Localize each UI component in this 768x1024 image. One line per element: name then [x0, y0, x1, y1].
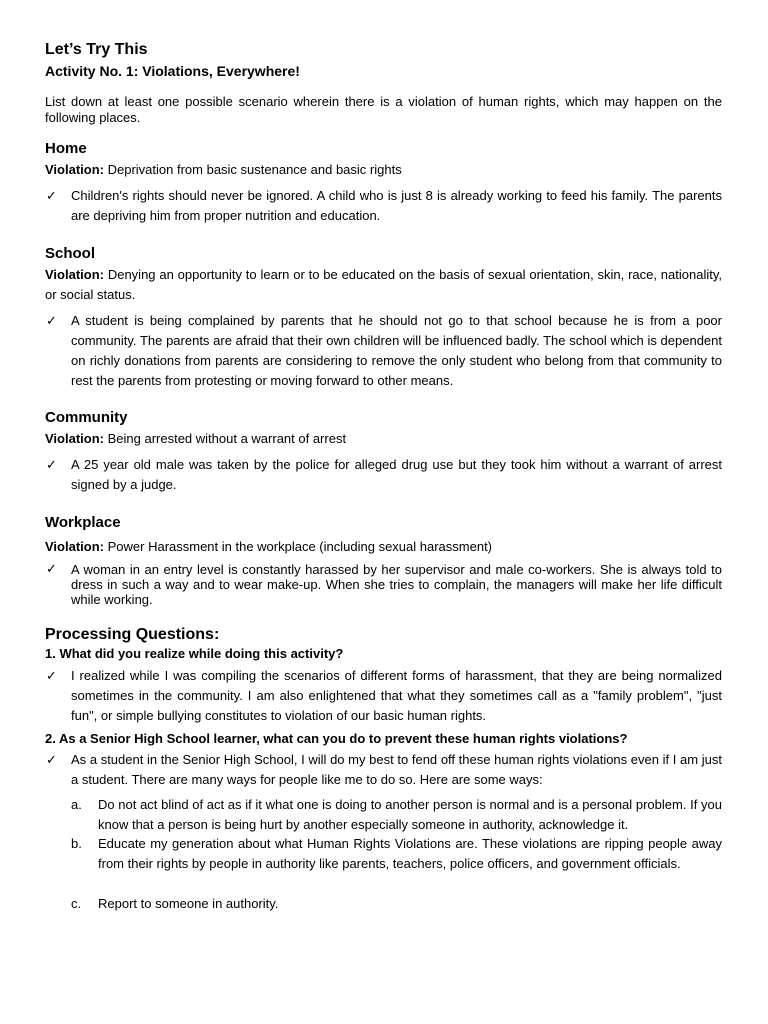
scenario-home: Children's rights should never be ignored. A child who is just 8 is already working to feed his family. The parents are depriving him from proper nutrition and education.: [71, 188, 722, 223]
checkmark-icon: ✓: [46, 561, 57, 576]
violation-school: [45, 265, 722, 305]
list-item-a: Do not act blind of act as if it what one is doing to another person is normal and is a personal problem. If you know that a person is being hurt by another especially someone in authority, acknowledge it.: [98, 797, 722, 832]
checkmark-icon: ✓: [46, 188, 57, 203]
instructions: List down at least one possible scenario wherein there is a violation of human rights, which may happen on the following places.: [45, 94, 722, 125]
section-heading-community: Community: [45, 409, 128, 426]
checkmark-icon: ✓: [46, 313, 57, 328]
list-marker-b: b.: [71, 836, 82, 851]
list-marker-c: c.: [71, 896, 82, 911]
violation-community: [45, 429, 722, 449]
answer-2: As a student in the Senior High School, I will do my best to fend off these human rights violations even if I am just a student. There are many ways for people like me to do so. Here are some ways:: [71, 752, 722, 787]
violation-label: Violation:: [45, 539, 104, 554]
processing-heading: Processing Questions:: [45, 626, 220, 643]
scenario-workplace: A woman in an entry level is constantly harassed by her supervisor and male co-workers. She is always told to dress in such a way and to wear make-up. When she tries to complain, the managers will make her life difficult while working.: [71, 562, 722, 607]
activity-title: Activity No. 1: Violations, Everywhere!: [45, 63, 300, 79]
scenario-community: A 25 year old male was taken by the police for alleged drug use but they took him without a warrant of arrest signed by a judge.: [71, 457, 722, 492]
violation-text: Denying an opportunity to learn or to be educated on the basis of sexual orientation, skin, race, nationality, or social status.: [45, 267, 722, 302]
violation-text: Power Harassment in the workplace (including sexual harassment): [107, 539, 493, 554]
violation-text: Being arrested without a warrant of arrest: [107, 431, 347, 446]
violation-label: Violation:: [45, 431, 104, 446]
section-heading-school: School: [45, 245, 96, 262]
violation-text: Deprivation from basic sustenance and basic rights: [107, 162, 402, 177]
checkmark-icon: ✓: [46, 752, 57, 767]
checkmark-icon: ✓: [46, 668, 57, 683]
page-title: Let’s Try This: [45, 41, 148, 58]
list-item-c: Report to someone in authority.: [98, 896, 279, 911]
list-marker-a: a.: [71, 797, 82, 812]
section-heading-workplace: Workplace: [45, 514, 121, 531]
answer-1: I realized while I was compiling the scenarios of different forms of harassment, that they are being normalized sometimes in the community. I am also enlightened that what they sometimes call as a "family problem", "just fun", or simple bullying constitutes to violation of our basic human rights.: [71, 668, 722, 723]
scenario-school: A student is being complained by parents that he should not go to that school because he is from a poor community. The parents are afraid that their own children will be influenced badly. The school which is dependent on richly donations from parents are considering to remove the only student who belong from that community to rest the parents from protesting or moving forward to other means.: [71, 313, 722, 388]
violation-workplace: [45, 537, 722, 557]
list-item-b: Educate my generation about what Human Rights Violations are. These violations are ripping people away from their rights by people in authority like parents, teachers, police officers, and government officials.: [98, 836, 722, 871]
checkmark-icon: ✓: [46, 457, 57, 472]
violation-label: Violation:: [45, 162, 104, 177]
section-heading-home: Home: [45, 140, 87, 157]
question-2: 2. As a Senior High School learner, what can you do to prevent these human rights violations?: [45, 731, 628, 746]
violation-home: [45, 160, 722, 180]
question-1: 1. What did you realize while doing this activity?: [45, 646, 344, 661]
violation-label: Violation:: [45, 267, 104, 282]
